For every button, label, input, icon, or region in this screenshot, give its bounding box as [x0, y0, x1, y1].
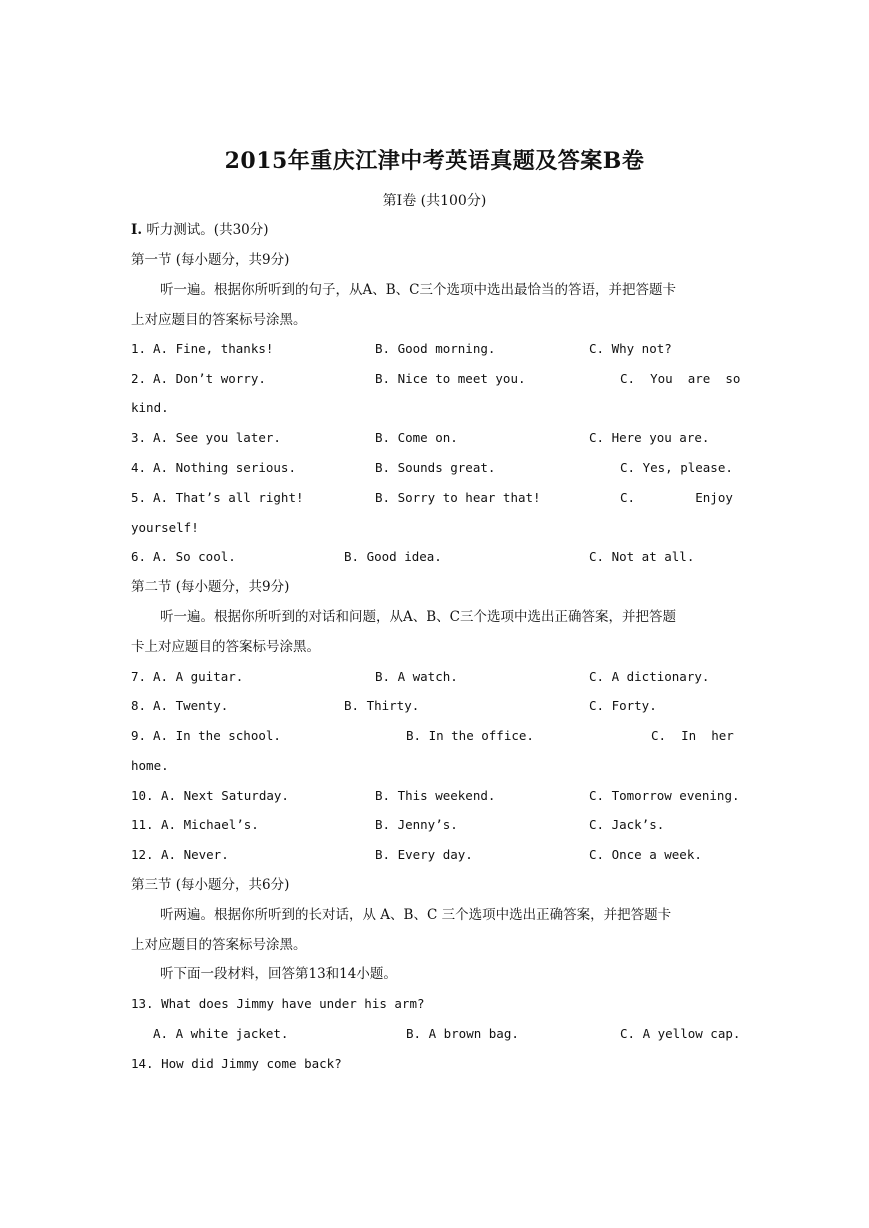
option-a: A. Nothing serious.: [153, 460, 296, 475]
part1-heading-text: 听力测试。(共30分): [146, 222, 269, 238]
question-number: 10.: [131, 788, 154, 803]
page-title: 2015年重庆江津中考英语真题及答案B卷: [224, 148, 645, 174]
option-a: A. A white jacket.: [153, 1026, 289, 1041]
question-number: 3.: [131, 430, 147, 445]
option-b: B. In the office.: [406, 728, 534, 743]
option-b: B. Jenny’s.: [375, 817, 458, 832]
question-number: 7.: [131, 669, 147, 684]
option-b: B. Come on.: [375, 430, 458, 445]
option-a: A. In the school.: [153, 728, 281, 743]
question-13-stem: 13. What does Jimmy have under his arm?: [131, 996, 425, 1011]
option-c: C. Why not?: [589, 341, 672, 356]
option-a: A. Don’t worry.: [153, 371, 266, 386]
option-a: A. See you later.: [153, 430, 281, 445]
question-number: 4.: [131, 460, 147, 475]
option-c: C. Jack’s.: [589, 817, 665, 832]
option-b: B. Sorry to hear that!: [375, 490, 541, 505]
option-c: C. In her: [651, 728, 734, 743]
question-14-stem: 14. How did Jimmy come back?: [131, 1056, 342, 1071]
option-b: B. Nice to meet you.: [375, 371, 526, 386]
option-a: A. Michael’s.: [161, 817, 259, 832]
option-continuation: yourself!: [131, 520, 199, 535]
option-c: C. Not at all.: [589, 549, 695, 564]
option-b: B. Thirty.: [344, 698, 420, 713]
option-a: A. Next Saturday.: [161, 788, 289, 803]
option-c: C. Yes, please.: [620, 460, 733, 475]
option-b: B. Good idea.: [344, 549, 442, 564]
page-subtitle: 第Ⅰ卷 (共100分): [382, 193, 487, 209]
option-a: A. That’s all right!: [153, 490, 304, 505]
option-a: A. So cool.: [153, 549, 236, 564]
option-a: A. Never.: [161, 847, 229, 862]
option-c: C. Here you are.: [589, 430, 710, 445]
option-a: A. A guitar.: [153, 669, 244, 684]
sec3-material-note: 听下面一段材料，回答第13和14小题。: [160, 966, 397, 982]
question-number: 11.: [131, 817, 154, 832]
option-b: B. Sounds great.: [375, 460, 496, 475]
sec2-heading: 第二节 (每小题分，共9分): [131, 579, 290, 595]
option-c: C. Enjoy: [620, 490, 733, 505]
part1-heading-num: I.: [131, 222, 143, 238]
part1-heading: [131, 220, 269, 240]
sec2-instruction-line2: 卡上对应题目的答案标号涂黑。: [131, 639, 320, 655]
option-b: B. A watch.: [375, 669, 458, 684]
sec3-heading: 第三节 (每小题分，共6分): [131, 877, 290, 893]
question-number: 12.: [131, 847, 154, 862]
sec2-instruction-line1: 听一遍。根据你所听到的对话和问题，从A、B、C三个选项中选出正确答案，并把答题: [160, 609, 676, 625]
question-number: 9.: [131, 728, 147, 743]
question-number: 2.: [131, 371, 147, 386]
option-b: B. Good morning.: [375, 341, 496, 356]
question-number: 8.: [131, 698, 147, 713]
option-c: C. Once a week.: [589, 847, 702, 862]
sec1-instruction-line2: 上对应题目的答案标号涂黑。: [131, 312, 307, 328]
option-b: B. This weekend.: [375, 788, 496, 803]
option-c: C. You are so: [620, 371, 741, 386]
option-a: A. Fine, thanks!: [153, 341, 274, 356]
option-b: B. A brown bag.: [406, 1026, 519, 1041]
option-c: C. A dictionary.: [589, 669, 710, 684]
sec1-heading: 第一节 (每小题分，共9分): [131, 252, 290, 268]
sec1-instruction-line1: 听一遍。根据你所听到的句子，从A、B、C三个选项中选出最恰当的答语，并把答题卡: [160, 282, 676, 298]
sec3-instruction-line2: 上对应题目的答案标号涂黑。: [131, 937, 307, 953]
question-number: 1.: [131, 341, 147, 356]
option-continuation: home.: [131, 758, 169, 773]
option-c: C. Forty.: [589, 698, 657, 713]
sec3-instruction-line1: 听两遍。根据你所听到的长对话，从 A、B、C 三个选项中选出正确答案，并把答题卡: [160, 907, 672, 923]
option-c: C. Tomorrow evening.: [589, 788, 740, 803]
option-a: A. Twenty.: [153, 698, 229, 713]
option-c: C. A yellow cap.: [620, 1026, 741, 1041]
option-continuation: kind.: [131, 400, 169, 415]
option-b: B. Every day.: [375, 847, 473, 862]
question-number: 5.: [131, 490, 147, 505]
question-number: 6.: [131, 549, 147, 564]
